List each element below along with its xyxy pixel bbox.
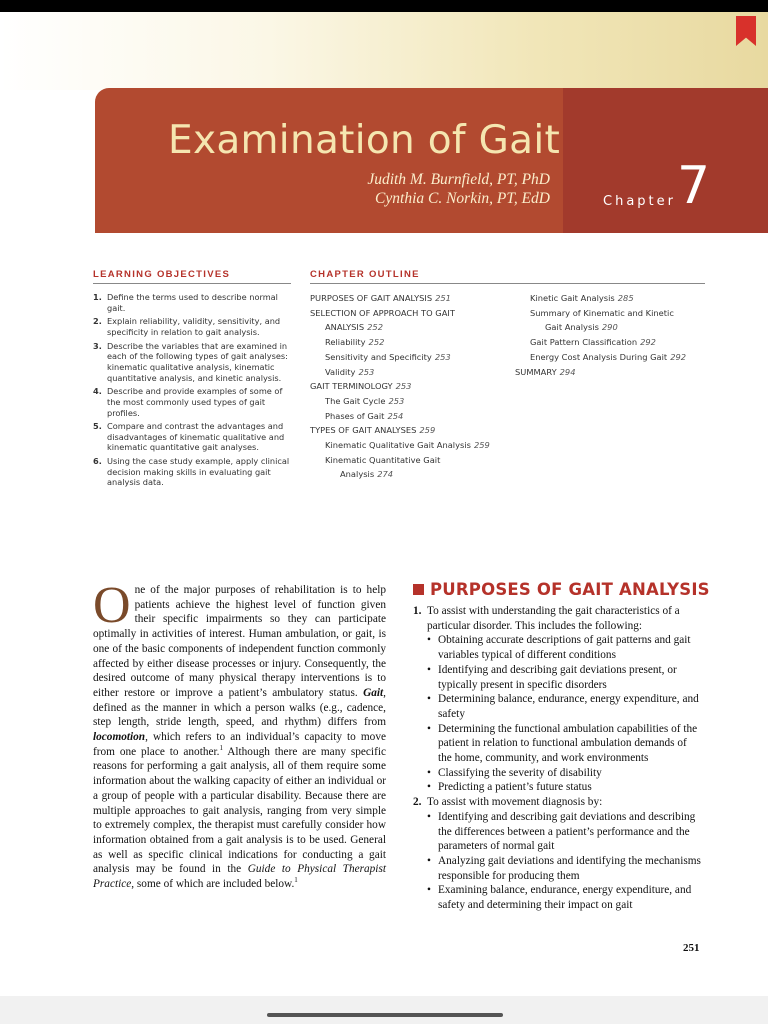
- list-item: 3. Describe the variables that are examined in each of the following types of gait analyses: kinematic qualitative analysis, kinematic quantitative analysis, and kinetic analysis.: [93, 340, 288, 383]
- bullet-item: • Identifying and describing gait deviations present, or typically present in specific disorders: [413, 663, 703, 692]
- bullet-item: • Classifying the severity of disability: [413, 766, 703, 781]
- outline-column-1: [310, 291, 490, 482]
- bullet-item: • Predicting a patient’s future status: [413, 780, 703, 795]
- learning-objectives-list: [93, 292, 293, 491]
- chapter-label: Chapter: [603, 194, 676, 209]
- intro-paragraph: O ne of the major purposes of rehabilitation is to help patients achieve the highest level of function given their specific impairments so they can participate optimally in activities of interest. Human ambulation, or gait, is one of the basic components of independent function commonly affected by either disease processes or injury. Consequently, the desired outcome of many physical therapy interventions is to either restore or improve a patient’s ambulatory status. Gait, defined as the manner in which a person walks (e.g., cadence, step length, stride length, speed, and rhythm) differs from locomotion, which refers to an individual’s capacity to move from one place to another.$^1$ Although there are many specific reasons for performing a gait analysis, all of them require some information about the walking capacity of either an individual or a group of people with a particular disability. Because there are multiple approaches to gait analysis, ranging from very simple to extremely complex, the therapist must carefully consider how information obtained from a gait analysis is to be used. General as well as specific clinical indications for conducting a gait analysis may be found in the Guide to Physical Therapist Practice, some of which are included below.$^1$: [93, 577, 386, 891]
- outline-item[interactable]: Phases of Gait 254: [325, 410, 404, 421]
- outline-item[interactable]: Reliability 252: [325, 337, 385, 348]
- author-name: Judith M. Burnfield, PT, PhD: [367, 171, 550, 188]
- outline-item[interactable]: Validity 253: [325, 366, 375, 377]
- outline-item[interactable]: Gait Analysis 290: [545, 322, 618, 333]
- outline-item[interactable]: Sensitivity and Specificity 253: [325, 351, 451, 362]
- bullet-item: • Identifying and describing gait deviations and describing the differences between a patient’s performance and the parameters of normal gait: [413, 810, 703, 854]
- square-bullet-icon: [413, 584, 424, 595]
- outline-column-2: [515, 291, 686, 379]
- outline-item[interactable]: GAIT TERMINOLOGY 253: [310, 381, 412, 392]
- outline-item[interactable]: ANALYSIS 252: [325, 322, 383, 333]
- bullet-item: • Determining balance, endurance, energy expenditure, and safety: [413, 692, 703, 721]
- outline-item[interactable]: PURPOSES OF GAIT ANALYSIS 251: [310, 293, 451, 303]
- learning-objectives-heading: LEARNING OBJECTIVES: [93, 269, 231, 280]
- list-item: 1. To assist with understanding the gait characteristics of a particular disorder. This includes the following:: [413, 605, 680, 632]
- outline-item[interactable]: Kinetic Gait Analysis 285: [530, 293, 634, 303]
- outline-item[interactable]: Gait Pattern Classification 292: [530, 337, 656, 348]
- list-item: 6. Using the case study example, apply clinical decision making skills in evaluating gait analysis data.: [93, 456, 290, 488]
- divider: [93, 283, 291, 284]
- section-heading: PURPOSES OF GAIT ANALYSIS: [413, 580, 710, 599]
- outline-item[interactable]: Kinematic Quantitative Gait: [325, 454, 441, 465]
- bullet-item: • Examining balance, endurance, energy expenditure, and safety and determining their impact on gait: [413, 883, 703, 912]
- bullet-item: • Analyzing gait deviations and identifying the mechanisms responsible for producing them: [413, 854, 703, 883]
- list-item: 2. Explain reliability, validity, sensitivity, and specificity in relation to gait analysis.: [93, 316, 281, 337]
- outline-item[interactable]: Energy Cost Analysis During Gait 292: [530, 351, 687, 362]
- chapter-banner-accent: [563, 88, 768, 233]
- list-item: 5. Compare and contrast the advantages and disadvantages of kinematic qualitative and kinematic quantitative gait analyses.: [93, 421, 285, 453]
- list-item: 4. Describe and provide examples of some of the most commonly used types of gait profiles.: [93, 386, 283, 418]
- divider: [310, 283, 705, 284]
- book-page: [0, 12, 768, 996]
- bullet-item: • Determining the functional ambulation capabilities of the patient in relation to functional ambulation demands of the home, community, and work environments: [413, 722, 703, 766]
- chapter-outline-heading: CHAPTER OUTLINE: [310, 269, 420, 280]
- chapter-banner: [95, 88, 768, 233]
- outline-item[interactable]: SELECTION OF APPROACH TO GAIT: [310, 307, 455, 318]
- author-name: Cynthia C. Norkin, PT, EdD: [375, 190, 550, 207]
- outline-item[interactable]: SUMMARY 294: [515, 366, 576, 377]
- outline-item[interactable]: Analysis 274: [340, 469, 394, 480]
- page-number: 251: [683, 942, 700, 954]
- outline-item[interactable]: Kinematic Qualitative Gait Analysis 259: [325, 440, 490, 451]
- bottom-bar: [0, 996, 768, 1024]
- list-item: 1. Define the terms used to describe normal gait.: [93, 292, 278, 313]
- outline-item[interactable]: TYPES OF GAIT ANALYSES 259: [310, 425, 436, 436]
- chapter-number: 7: [677, 156, 711, 216]
- list-item: 2. To assist with movement diagnosis by:: [413, 796, 603, 809]
- home-indicator[interactable]: [267, 1013, 503, 1017]
- purposes-list: [413, 604, 703, 913]
- drop-cap: O: [93, 577, 131, 634]
- chapter-title: Examination of Gait: [168, 118, 561, 163]
- header-gradient: [0, 12, 768, 90]
- authors: [350, 170, 550, 208]
- outline-item[interactable]: The Gait Cycle 253: [325, 395, 405, 406]
- bullet-item: • Obtaining accurate descriptions of gait patterns and gait variables typical of different conditions: [413, 633, 703, 662]
- outline-item[interactable]: Summary of Kinematic and Kinetic: [530, 307, 674, 318]
